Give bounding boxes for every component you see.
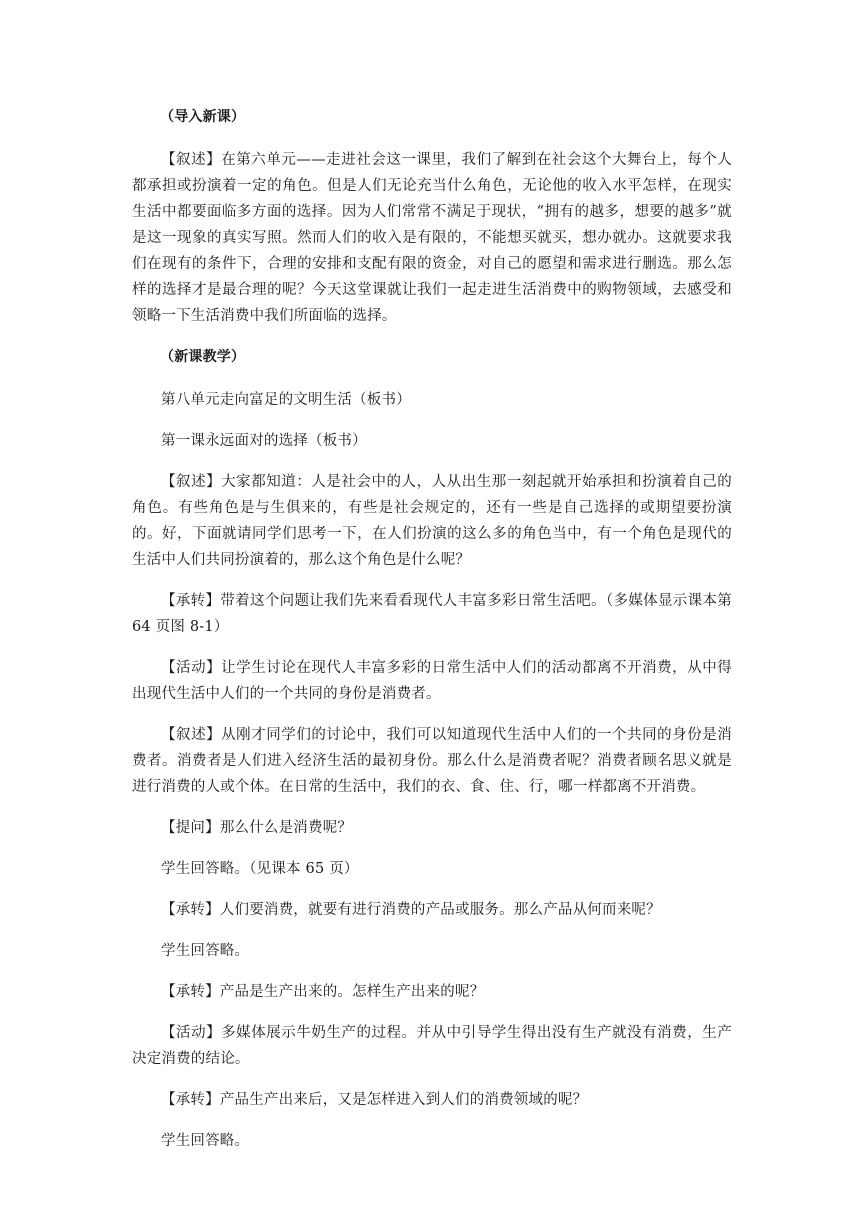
body-paragraph [132, 655, 732, 707]
body-paragraph [132, 1020, 732, 1072]
paragraph-tag: 【承转】 [161, 593, 221, 609]
body-paragraph [132, 897, 732, 923]
paragraph-text: 人们要消费，就要有进行消费的产品或服务。那么产品从何而来呢？ [219, 902, 661, 918]
paragraph-tag: 【承转】 [161, 984, 220, 1000]
paragraph-tag: 【承转】 [161, 902, 220, 918]
body-paragraph [132, 815, 732, 841]
body-paragraph [132, 147, 732, 329]
body-paragraph [132, 979, 732, 1005]
paragraph-text: 学生回答略。（见课本 65 页） [161, 861, 359, 877]
paragraph-text: （新课教学） [160, 349, 246, 365]
paragraph-text: 第一课永远面对的选择（板书） [161, 433, 367, 449]
paragraph-tag: 【叙述】 [161, 152, 222, 168]
body-paragraph [132, 1128, 732, 1154]
body-paragraph [132, 722, 732, 800]
paragraph-tag: 【叙述】 [161, 474, 222, 490]
paragraph-text: 多媒体展示牛奶生产的过程。并从中引导学生得出没有生产就没有消费，生产决定消费的结论。 [132, 1025, 732, 1067]
paragraph-tag: 【活动】 [161, 1025, 222, 1041]
paragraph-text: 产品是生产出来的。怎样生产出来的呢？ [219, 984, 485, 1000]
paragraph-text: 大家都知道：人是社会中的人，人从出生那一刻起就开始承担和扮演着自己的角色。有些角色是与生俱来的，有些是社会规定的，还有一些是自己选择的或期望要扮演的。好，下面就请同学们思考一下，在人们扮演的这么多的角色当中，有一个角色是现代的生活中人们共同扮演着的，那么这个角色是什么呢？ [132, 474, 732, 568]
section-heading [132, 104, 732, 130]
paragraph-text: 产品生产出来后，又是怎样进入到人们的消费领域的呢？ [219, 1092, 588, 1108]
body-paragraph [132, 588, 732, 640]
paragraph-tag: 【叙述】 [161, 727, 222, 743]
paragraph-text: 那么什么是消费呢？ [219, 820, 353, 836]
document-body [132, 104, 732, 1169]
paragraph-tag: 【活动】 [161, 660, 222, 676]
paragraph-tag: 【承转】 [161, 1092, 220, 1108]
paragraph-text: （导入新课） [160, 109, 246, 125]
body-paragraph [132, 387, 732, 413]
paragraph-text: 让学生讨论在现代人丰富多彩的日常生活中人们的活动都离不开消费，从中得出现代生活中人们的一个共同的身份是消费者。 [132, 660, 732, 702]
paragraph-text: 学生回答略。 [161, 1133, 250, 1149]
paragraph-tag: 【提问】 [161, 820, 220, 836]
section-heading [132, 344, 732, 370]
paragraph-text: 学生回答略。 [161, 943, 250, 959]
paragraph-text: 带着这个问题让我们先来看看现代人丰富多彩日常生活吧。（多媒体显示课本第 64 页图 8-1） [132, 593, 732, 635]
body-paragraph [132, 469, 732, 573]
paragraph-text: 第八单元走向富足的文明生活（板书） [161, 392, 411, 408]
body-paragraph [132, 856, 732, 882]
body-paragraph [132, 938, 732, 964]
paragraph-text: 从刚才同学们的讨论中，我们可以知道现代生活中人们的一个共同的身份是消费者。消费者是人们进入经济生活的最初身份。那么什么是消费者呢？消费者顾名思义就是进行消费的人或个体。在日常的生活中，我们的衣、食、住、行，哪一样都离不开消费。 [132, 727, 732, 795]
paragraph-text: 在第六单元——走进社会这一课里，我们了解到在社会这个大舞台上，每个人都承担或扮演着一定的角色。但是人们无论充当什么角色，无论他的收入水平怎样，在现实生活中都要面临多方面的选择。因为人们常常不满足于现状，“拥有的越多，想要的越多”就是这一现象的真实写照。然而人们的收入是有限的，不能想买就买，想办就办。这就要求我们在现有的条件下，合理的安排和支配有限的资金，对自己的愿望和需求进行删选。那么怎样的选择才是最合理的呢？今天这堂课就让我们一起走进生活消费中的购物领域，去感受和领略一下生活消费中我们所面临的选择。 [132, 152, 732, 324]
body-paragraph [132, 428, 732, 454]
body-paragraph [132, 1087, 732, 1113]
